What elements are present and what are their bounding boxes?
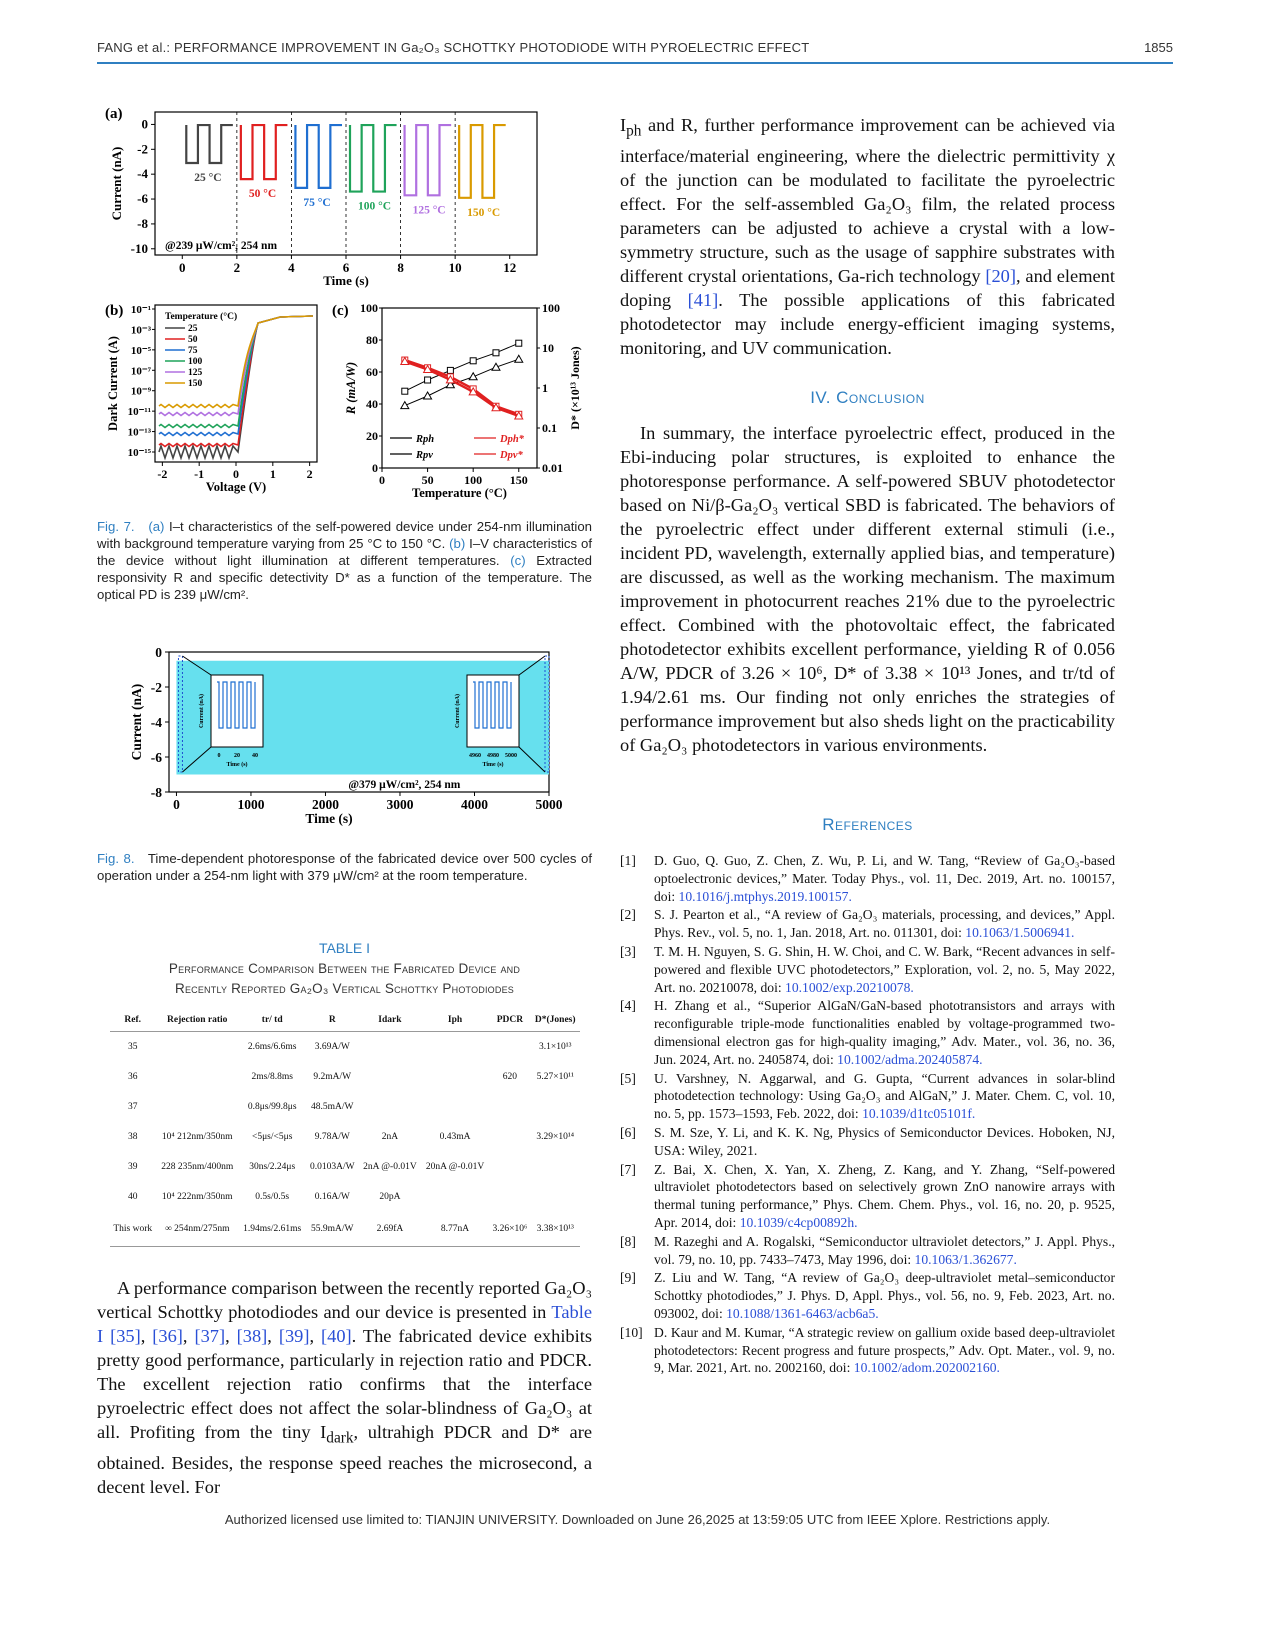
- fig7a-xtick-label: 12: [503, 260, 517, 275]
- fig7a-series-line: [241, 125, 288, 179]
- reference-text: Z. Bai, X. Chen, X. Yan, X. Zheng, Z. Kang, and Y. Zhang, “Self-powered ultraviolet photodetectors based on selectively grown ZnO nanowire arrays with thermal tuning performance,” Phys. Chem. Chem. Phys., vol. 16, no. 20, p. 9525, Apr. 2014, doi:: [654, 1161, 1115, 1230]
- table1-cell: [489, 1182, 531, 1212]
- table-row: [110, 1152, 580, 1182]
- reference-item: [620, 1161, 1115, 1232]
- table1-cell: [156, 1092, 239, 1122]
- table1-header-cell: Iph: [421, 1009, 489, 1032]
- table1-cell: 10⁴ 222nm/350nm: [161, 1192, 233, 1202]
- fig8-xtick-label: 5000: [535, 797, 563, 812]
- table1-cell: [156, 1032, 239, 1063]
- page-number: 1855: [1144, 40, 1173, 55]
- reference-item: [620, 1124, 1115, 1160]
- reference-doi-link[interactable]: 10.1016/j.mtphys.2019.100157.: [678, 888, 852, 904]
- table1-cell: [489, 1152, 531, 1182]
- table1-cell: [489, 1032, 531, 1063]
- fig7-figure: [97, 100, 592, 510]
- fig7b-ytick-label: 10⁻¹¹: [127, 406, 151, 419]
- table1-cell: [156, 1062, 239, 1092]
- fig7c-plot: [344, 301, 582, 500]
- footer-notice: Authorized licensed use limited to: TIANJIN UNIVERSITY. Downloaded on June 26,2025 at 13:59:05 UTC from IEEE Xplore. Restrictions apply.: [224, 1512, 1051, 1527]
- fig7-caption-c-text: Extracted responsivity R and specific detectivity D* as a function of the temperature. The optical PD is 239 μW/cm².: [97, 553, 592, 602]
- fig7b-plot: [106, 304, 317, 494]
- table1-cell: [489, 1092, 531, 1122]
- p1-c: , ultrahigh PDCR and D* are obtained. Besides, the response speed reaches the microsecond, a decent level. For: [97, 1422, 592, 1497]
- ref-35-link[interactable]: [35]: [110, 1326, 141, 1346]
- fig7b-legend-label: 125: [188, 368, 203, 378]
- fig7a-label: (a): [105, 106, 123, 122]
- fig8-inset-left-xtick-label: 20: [234, 753, 240, 759]
- fig8-xtick-label: 1000: [237, 797, 265, 812]
- table1-cell: 3.69A/W: [314, 1042, 350, 1052]
- reference-item: [620, 1269, 1115, 1322]
- fig8-inset-right-xlabel: Time (s): [482, 762, 504, 768]
- table1-cell: 37: [127, 1102, 138, 1112]
- table1: [110, 1009, 580, 1247]
- fig7a-temp-label: 150 °C: [467, 206, 501, 219]
- fig7c-legend-label: Dph*: [500, 434, 524, 445]
- fig8-annotation: @379 μW/cm², 254 nm: [348, 779, 461, 791]
- fig7a-annotation: @239 μW/cm², 254 nm: [165, 240, 278, 252]
- table1-title-2: Recently Reported Ga₂O₃ Vertical Schottky Photodiodes: [175, 981, 514, 996]
- table1-header-cell: Ref.: [110, 1009, 156, 1032]
- fig8-caption-text: Time-dependent photoresponse of the fabricated device over 500 cycles of operation under a 254-nm light with 379 μW/cm² at the room temperature.: [97, 851, 592, 883]
- reference-number: [7]: [620, 1161, 636, 1177]
- fig7a-ylabel: Current (nA): [109, 146, 124, 221]
- ref-20-link[interactable]: [20]: [985, 265, 1016, 286]
- fig7-caption-b-text: I–V characteristics of the device without light illumination at different temperatures.: [97, 536, 592, 568]
- p1-sub: dark: [326, 1429, 354, 1447]
- fig7a-xtick-label: 2: [233, 260, 241, 275]
- reference-number: [9]: [620, 1270, 636, 1286]
- fig7b-ytick-label: 10⁻⁵: [130, 344, 151, 357]
- fig8-xtick-label: 4000: [460, 797, 488, 812]
- table1-cell: 5.27×10¹¹: [536, 1072, 574, 1082]
- ref-36-link[interactable]: [36]: [152, 1326, 183, 1346]
- table1-cell: 0.5s/0.5s: [255, 1192, 290, 1202]
- conclusion-heading: IV. Conclusion: [810, 388, 925, 407]
- fig8-inset-right-xtick-label: 5000: [505, 753, 517, 759]
- running-header: [97, 38, 1173, 64]
- fig8-ytick-label: -6: [150, 750, 162, 765]
- p0-d: . The possible applications of this fabricated photodetector may include energy-efficient imaging systems, monitoring, and UV communication.: [620, 289, 1115, 358]
- table-row: [110, 1062, 580, 1092]
- fig7a-series-line: [350, 125, 397, 192]
- reference-text: H. Zhang et al., “Superior AlGaN/GaN-based phototransistors and arrays with reconfigurable triple-mode functionalities enabled by voltage-programmed two-dimensional electron gas for high-quality imaging,” Adv. Mater., vol. 36, no. 36, Jun. 2024, Art. no. 2405874, doi:: [654, 998, 1115, 1067]
- fig7a-temp-label: 100 °C: [358, 200, 392, 213]
- fig7c-point: [447, 367, 453, 373]
- conclusion-text: [620, 421, 1115, 757]
- reference-doi-link[interactable]: 10.1063/1.5006941.: [965, 925, 1075, 941]
- reference-number: [6]: [620, 1124, 636, 1140]
- fig7c-ytick-label: 40: [366, 397, 378, 411]
- table1-cell: 55.9mA/W: [306, 1212, 359, 1247]
- fig7c-ytick-label: 0: [372, 461, 378, 475]
- ref-38-link[interactable]: [38]: [236, 1326, 268, 1346]
- table-row: [110, 1212, 580, 1247]
- fig8-inset-right-xtick-label: 4960: [469, 753, 481, 759]
- ref-37-link[interactable]: [37]: [194, 1326, 226, 1346]
- p0-sub: ph: [626, 122, 642, 140]
- table1-cell: 48.5mA/W: [311, 1102, 354, 1112]
- fig7c-legend-label: Dpv*: [500, 450, 523, 461]
- p0-c: , and element doping: [620, 265, 1115, 310]
- table1-cell: 620: [502, 1072, 518, 1082]
- fig7a-ytick-label: -2: [137, 141, 148, 157]
- table1-cell: 20nA @-0.01V: [425, 1162, 485, 1172]
- table1-cell: This work: [110, 1212, 156, 1247]
- table1-cell: 39: [127, 1162, 138, 1172]
- fig7b-xtick-label: -1: [194, 467, 205, 481]
- fig7b-legend-label: 100: [188, 357, 203, 367]
- fig7b-legend-label: 150: [188, 379, 203, 389]
- table1-cell: 30ns/2.24μs: [249, 1162, 296, 1172]
- table1-link[interactable]: Table I: [97, 1302, 592, 1346]
- fig8-inset-left-xtick-label: 0: [217, 753, 221, 759]
- fig7c-point: [516, 340, 522, 346]
- fig8-xtick-label: 0: [173, 797, 180, 812]
- right-body-text: [620, 113, 1115, 360]
- fig7c-point: [493, 350, 499, 356]
- fig7-caption-a: (a): [148, 519, 165, 534]
- reference-text: Z. Liu and W. Tang, “A review of Ga₂O₃ deep-ultraviolet metal–semiconductor Schottky photodiodes,” J. Phys. D, Appl. Phys., vol. 56, no. 9, Feb. 2023, Art. no. 093002, doi:: [654, 1270, 1115, 1321]
- continuation-paragraph: [620, 113, 1115, 360]
- reference-number: [3]: [620, 943, 636, 959]
- reference-item: [620, 852, 1115, 905]
- reference-item: [620, 1233, 1115, 1269]
- table1-cell: 8.77nA: [421, 1212, 489, 1247]
- fig7c-point: [470, 358, 476, 364]
- fig7c-xtick-label: 0: [379, 473, 385, 487]
- table1-header-cell: R: [306, 1009, 359, 1032]
- fig8-plot: [129, 645, 563, 826]
- table1-cell: [421, 1092, 489, 1122]
- reference-doi-link[interactable]: 10.1088/1361-6463/acb6a5.: [726, 1305, 879, 1321]
- fig7c-xlabel: Temperature (°C): [412, 486, 507, 500]
- fig7b-ytick-label: 10⁻¹: [130, 304, 151, 316]
- reference-doi-link[interactable]: 10.1039/d1tc05101f.: [862, 1106, 976, 1122]
- table1-cell: 2.69fA: [359, 1212, 422, 1247]
- reference-number: [10]: [620, 1324, 643, 1340]
- fig8-inset-left-ylabel: Current (nA): [199, 693, 205, 729]
- fig7b-xlabel: Voltage (V): [205, 480, 267, 494]
- reference-text: U. Varshney, N. Aggarwal, and G. Gupta, “Current advances in solar-blind photodetection technology: Using Ga₂O₃ and AlGaN,” J. Mater. Chem. C, vol. 10, no. 5, pp. 1573–1593, Feb. 2022, doi:: [654, 1070, 1115, 1122]
- fig7c-ytick-label: 80: [366, 333, 378, 347]
- table1-cell: 40: [127, 1192, 138, 1202]
- fig7a-temp-label: 50 °C: [248, 188, 277, 201]
- fig7a-xlabel: Time (s): [323, 273, 369, 288]
- fig7b-ytick-label: 10⁻³: [130, 324, 151, 337]
- reference-number: [8]: [620, 1233, 636, 1249]
- fig7b-series-line: [159, 316, 313, 436]
- fig8-xtick-label: 2000: [311, 797, 339, 812]
- fig7a-series-line: [295, 125, 342, 188]
- references-heading: References: [822, 815, 913, 834]
- running-title: FANG et al.: PERFORMANCE IMPROVEMENT IN Ga₂O₃ SCHOTTKY PHOTODIODE WITH PYROELECTRIC EFFECT: [97, 40, 810, 55]
- table-row: [110, 1122, 580, 1152]
- fig7c-ytick-right-label: 1: [542, 381, 548, 395]
- table1-cell: 3.38×10¹³: [531, 1212, 580, 1247]
- table1-cell: [359, 1032, 422, 1063]
- fig7b-xtick-label: 1: [269, 467, 276, 481]
- fig7a-series-line: [405, 125, 452, 195]
- ref-40-link[interactable]: [40]: [321, 1326, 352, 1346]
- table1-cell: 2nA @-0.01V: [363, 1162, 417, 1172]
- fig7a-temp-label: 75 °C: [303, 196, 331, 209]
- ref-41-link[interactable]: [41]: [687, 289, 719, 310]
- table-row: [110, 1032, 580, 1063]
- fig7c-ytick-label: 20: [366, 429, 378, 443]
- table1-cell: [531, 1152, 580, 1182]
- table1-cell: 3.1×10¹³: [539, 1042, 572, 1052]
- fig7-caption-c: (c): [510, 553, 526, 568]
- p1-b: . The fabricated device exhibits pretty good performance, particularly in rejection ratio and PDCR. The excellent rejection ratio confirms that the interface pyroelectric effect does not affect the solar-blindness of Ga₂O₃ at all. Profiting from the tiny I: [97, 1326, 593, 1442]
- fig7a-ytick-label: -8: [137, 215, 148, 231]
- reference-item: [620, 943, 1115, 996]
- fig7a-xtick-label: 4: [288, 260, 295, 275]
- fig7c-point: [425, 377, 431, 383]
- reference-number: [5]: [620, 1070, 636, 1086]
- fig8-caption-label: Fig. 8.: [97, 851, 135, 866]
- fig8-ylabel: Current (nA): [129, 683, 144, 761]
- table1-header-cell: Idark: [359, 1009, 422, 1032]
- left-body-text: [97, 1276, 592, 1499]
- table1-cell: 2nA: [381, 1132, 399, 1142]
- table1-cell: [359, 1092, 422, 1122]
- fig7b-ytick-label: 10⁻¹³: [127, 426, 151, 439]
- fig8-ytick-label: -4: [150, 715, 162, 730]
- fig8-ytick-label: 0: [155, 645, 162, 660]
- table1-cell: [421, 1182, 489, 1212]
- fig7a-ytick-label: -6: [137, 191, 148, 207]
- table1-header-cell: tr/ td: [239, 1009, 306, 1032]
- reference-text: S. J. Pearton et al., “A review of Ga₂O₃ materials, processing, and devices,” Appl. Phys. Rev., vol. 5, no. 1, Jan. 2018, Art. no. 011301, doi:: [654, 907, 1115, 941]
- fig7-caption-b: (b): [449, 536, 466, 551]
- table1-header-cell: D*(Jones): [531, 1009, 580, 1032]
- conclusion-paragraph: In summary, the interface pyroelectric effect, produced in the Ebi-inducing polar structures, is exploited to enhance the photoresponse performance. A self-powered SBUV photodetector based on Ni/β-Ga₂O₃ vertical SBD is fabricated. The behaviors of the pyroelectric effect under different external stimuli (i.e., incident PD, wavelength, externally applied bias, and temperature) are discussed, as well as the working mechanism. The maximum improvement in photocurrent reaches 21% due to the pyroelectric effect. Combined with the photovoltaic effect, the fabricated photodetector exhibits excellent performance, yielding R of 0.056 A/W, PDCR of 3.26 × 10⁶, D* of 3.38 × 10¹³ Jones, and tr/td of 1.94/2.61 ms. Our finding not only enriches the strategies of performance improvement but also sheds light on the practicability of Ga₂O₃ photodetectors in various environments.: [620, 423, 1115, 755]
- reference-number: [1]: [620, 853, 636, 868]
- table1-cell: 0.0103A/W: [309, 1162, 355, 1172]
- reference-text: M. Razeghi and A. Rogalski, “Semiconductor ultraviolet detectors,” J. Appl. Phys., vol. 79, no. 10, pp. 7433–7473, May 1996, doi:: [654, 1233, 1115, 1267]
- fig8-inset-left-xtick-label: 40: [252, 753, 258, 759]
- reference-item: [620, 906, 1115, 942]
- fig8-figure: [97, 640, 592, 840]
- fig8-ytick-label: -8: [150, 785, 162, 800]
- table1-cell: 0.43mA: [439, 1132, 471, 1142]
- table1-cell: [489, 1122, 531, 1152]
- reference-item: [620, 1324, 1115, 1377]
- fig8-inset-left-xlabel: Time (s): [226, 762, 248, 768]
- fig7a-ytick-label: 0: [141, 116, 148, 132]
- table1-cell: 2.6ms/6.6ms: [247, 1042, 297, 1052]
- table1-cell: 228 235nm/400nm: [161, 1162, 234, 1172]
- p0-a: I: [620, 115, 627, 135]
- fig7a-plot: [109, 112, 537, 288]
- p1-a: A performance comparison between the recently reported Ga₂O₃ vertical Schottky photodiodes and our device is presented in: [97, 1278, 592, 1322]
- table1-cell: 38: [127, 1132, 138, 1142]
- fig7b-ytick-label: 10⁻⁹: [130, 385, 151, 398]
- fig7c-point: [401, 402, 409, 409]
- fig7c-ylabel: R (mA/W): [344, 361, 358, 415]
- fig7b-legend-title: Temperature (°C): [165, 312, 238, 322]
- fig7c-label: (c): [332, 303, 349, 319]
- reference-text: T. M. H. Nguyen, S. G. Shin, H. W. Choi, and C. W. Bark, “Recent advances in self-powered and flexible UVC photodetectors,” Exploration, vol. 2, no. 5, May 2022, Art. no. 20210078, doi:: [654, 943, 1115, 995]
- reference-text: D. Kaur and M. Kumar, “A strategic review on gallium oxide based deep-ultraviolet photodetectors: Recent progress and future prospects,” Adv. Opt. Mater., vol. 9, no. 9, Mar. 2021, Art. no. 2002160, doi:: [654, 1324, 1115, 1376]
- fig7c-ytick-label: 60: [366, 365, 378, 379]
- table1-cell: [421, 1062, 489, 1092]
- fig7b-xtick-label: 0: [233, 467, 239, 481]
- fig7-caption-a-text: I–t characteristics of the self-powered device under 254-nm illumination with background temperature varying from 25 °C to 150 °C.: [97, 519, 592, 551]
- ref-39-link[interactable]: [39]: [278, 1326, 310, 1346]
- table1-cell: 9.78A/W: [314, 1132, 350, 1142]
- fig7c-ylabel-right: D* (×10¹³ Jones): [568, 346, 582, 430]
- fig7b-series-line: [159, 316, 313, 458]
- table1-block: [97, 940, 592, 1247]
- table1-cell: 35: [127, 1042, 138, 1052]
- fig7a-series-line: [459, 125, 506, 198]
- reference-text: S. M. Sze, Y. Li, and K. K. Ng, Physics of Semiconductor Devices. Hoboken, NJ, USA: Wiley, 2021.: [654, 1124, 1115, 1158]
- fig7a-xtick-label: 10: [448, 260, 462, 275]
- table1-cell: 0.16A/W: [314, 1192, 350, 1202]
- table1-cell: ∞ 254nm/275nm: [156, 1212, 239, 1247]
- fig7a-temp-label: 125 °C: [412, 204, 446, 217]
- fig7c-ytick-right-label: 0.1: [542, 421, 557, 435]
- table1-cell: [531, 1092, 580, 1122]
- table1-cell: 0.8μs/99.8μs: [247, 1102, 297, 1112]
- reference-doi-link[interactable]: 10.1002/exp.20210078.: [785, 979, 914, 995]
- fig7c-xtick-label: 100: [464, 473, 483, 487]
- table1-cell: [359, 1062, 422, 1092]
- table1-cell: 1.94ms/2.61ms: [239, 1212, 306, 1247]
- table1-cell: 9.2mA/W: [313, 1072, 352, 1082]
- fig8-caption: [97, 850, 592, 884]
- reference-number: [2]: [620, 907, 636, 923]
- reference-number: [4]: [620, 998, 636, 1014]
- fig7c-ytick-right-label: 100: [542, 301, 560, 315]
- table1-cell: 20pA: [379, 1192, 401, 1202]
- fig8-inset-right-xtick-label: 4980: [487, 753, 499, 759]
- reference-doi-link[interactable]: 10.1002/adom.202002160.: [853, 1360, 1000, 1376]
- fig7b-ytick-label: 10⁻⁷: [130, 365, 151, 378]
- fig7b-label: (b): [105, 303, 124, 319]
- fig7b-xtick-label: -2: [157, 467, 168, 481]
- fig8-inset-right-ylabel: Current (nA): [455, 693, 461, 729]
- reference-text: D. Guo, Q. Guo, Z. Chen, Z. Wu, P. Li, and W. Tang, “Review of Ga₂O₃-based optoelectronic devices,” Mater. Today Phys., vol. 11, Dec. 2019, Art. no. 100157, doi:: [654, 853, 1115, 904]
- reference-doi-link[interactable]: 10.1039/c4cp00892h.: [739, 1214, 858, 1230]
- fig8-xtick-label: 3000: [386, 797, 414, 812]
- fig7a-ytick-label: -4: [137, 166, 148, 182]
- fig7a-series-line: [186, 125, 233, 163]
- fig7b-ylabel: Dark Current (A): [106, 336, 120, 431]
- fig7c-xtick-label: 50: [421, 473, 434, 487]
- table1-cell: 3.26×10⁶: [489, 1212, 531, 1247]
- fig7b-xtick-label: 2: [306, 467, 313, 481]
- fig7a-xtick-label: 6: [342, 260, 350, 275]
- p0-b: and R, further performance improvement can be achieved via interface/material engineering, where the dielectric permittivity χ of the junction can be modulated to facilitate the pyroelectric effect. For the self-assembled Ga₂O₃ film, the related process parameters can be adjusted to achieve a crystal with a low-symmetry structure, such as the usage of sapphire substrates with different crystal orientations, Ga-rich technology: [620, 115, 1115, 286]
- table1-title-1: Performance Comparison Between the Fabricated Device and: [168, 961, 521, 976]
- fig7-caption-label: Fig. 7.: [97, 519, 135, 534]
- fig7b-legend-label: 50: [188, 335, 198, 345]
- fig7a-xtick-label: 0: [179, 260, 186, 275]
- table1-cell: 3.29×10¹⁴: [536, 1132, 575, 1142]
- fig7b-legend-label: 75: [188, 346, 198, 356]
- table1-cell: <5μs/<5μs: [251, 1132, 293, 1142]
- fig7a-xtick-label: 8: [397, 260, 404, 275]
- fig7b-ytick-label: 10⁻¹⁵: [127, 447, 151, 459]
- fig7c-ytick-right-label: 10: [542, 341, 554, 355]
- reference-doi-link[interactable]: 10.1063/1.362677.: [914, 1251, 1017, 1267]
- table1-cell: 2ms/8.8ms: [251, 1072, 293, 1082]
- table-row: [110, 1182, 580, 1212]
- table1-cell: [421, 1032, 489, 1063]
- reference-doi-link[interactable]: 10.1002/adma.202405874.: [837, 1051, 983, 1067]
- fig7c-ytick-label: 100: [360, 301, 378, 315]
- table1-label: TABLE I: [318, 940, 371, 956]
- reference-item: [620, 997, 1115, 1068]
- reference-item: [620, 1070, 1115, 1123]
- fig7a-temp-label: 25 °C: [194, 171, 222, 184]
- references-list: [620, 852, 1115, 1378]
- fig7c-point: [402, 388, 408, 394]
- fig7c-point: [424, 392, 432, 399]
- fig8-ytick-label: -2: [150, 680, 162, 695]
- fig7a-ytick-label: -10: [130, 240, 148, 256]
- table1-cell: 36: [127, 1072, 138, 1082]
- fig7b-series-line: [159, 316, 313, 416]
- fig7c-point: [469, 373, 477, 380]
- table1-cell: 10⁴ 212nm/350nm: [161, 1132, 233, 1142]
- fig7b-legend-label: 25: [188, 324, 198, 334]
- table1-cell: [531, 1182, 580, 1212]
- fig7c-xtick-label: 150: [509, 473, 528, 487]
- fig7c-point: [515, 355, 523, 362]
- fig8-xlabel: Time (s): [305, 811, 353, 826]
- fig7-caption: [97, 518, 592, 603]
- fig7c-ytick-right-label: 0.01: [542, 461, 563, 475]
- table1-header-cell: Rejection ratio: [156, 1009, 239, 1032]
- fig7c-legend-label: Rph: [416, 434, 435, 445]
- comparison-paragraph: A performance comparison between the recently reported Ga₂O₃ vertical Schottky photodiodes and our device is presented in Table I [35], [36], [37], [38], [39], [40]. The fabricated device exhibits pretty good performance, particularly in rejection ratio and PDCR. The excellent rejection ratio confirms that the interface pyroelectric effect does not affect the solar-blindness of Ga₂O₃ at all. Profiting from the tiny $I_{dark}$, ultrahigh PDCR and D* are obtained. Besides, the response speed reaches the microsecond, a decent level. For: [97, 1278, 593, 1497]
- fig7c-legend-label: Rpv: [416, 450, 433, 461]
- table1-header-cell: PDCR: [489, 1009, 531, 1032]
- table-row: [110, 1092, 580, 1122]
